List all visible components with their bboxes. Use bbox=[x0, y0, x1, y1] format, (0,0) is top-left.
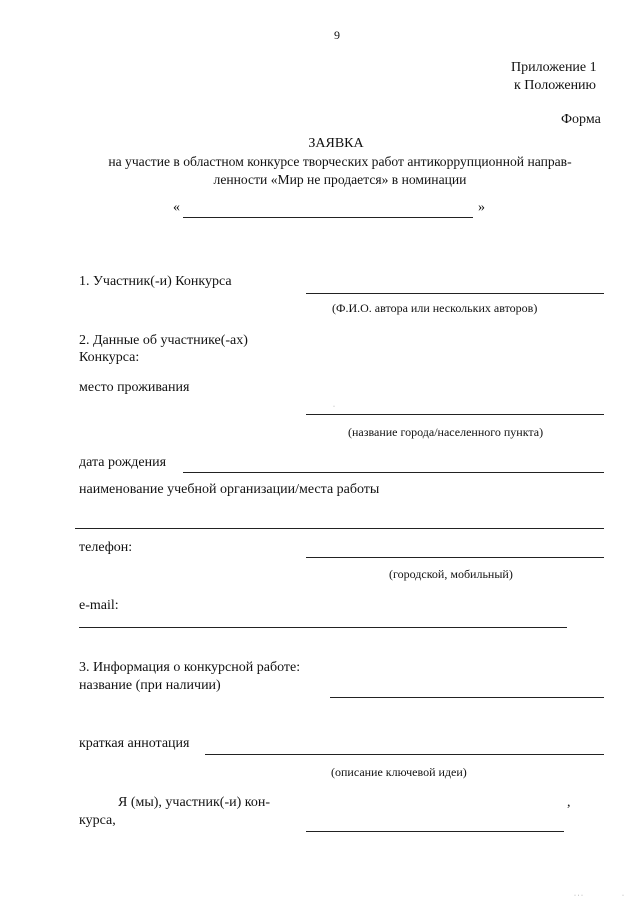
residence-caption: (название города/населенного пункта) bbox=[348, 425, 544, 439]
email-field[interactable] bbox=[79, 627, 567, 628]
participant-data-heading-line-2: Конкурса: bbox=[79, 350, 140, 365]
nomination-field[interactable] bbox=[183, 217, 473, 218]
consent-line-2: курса, bbox=[79, 813, 116, 828]
residence-label: место проживания bbox=[79, 380, 190, 395]
annotation-caption: (описание ключевой идеи) bbox=[331, 765, 467, 779]
form-subtitle-line-1: на участие в областном конкурсе творческих работ антикоррупционной направ- bbox=[108, 154, 572, 169]
appendix-line-2: к Положению bbox=[514, 78, 597, 93]
appendix-line-1: Приложение 1 bbox=[511, 60, 597, 75]
scan-speck: · · · bbox=[574, 893, 583, 899]
phone-field[interactable] bbox=[306, 557, 604, 558]
birthdate-label: дата рождения bbox=[79, 455, 167, 470]
annotation-label: краткая аннотация bbox=[79, 736, 190, 751]
email-label: e-mail: bbox=[79, 598, 119, 613]
nomination-close-quote: » bbox=[478, 200, 485, 215]
organization-label: наименование учебной организации/места работы bbox=[79, 482, 380, 497]
phone-label: телефон: bbox=[79, 540, 133, 555]
form-label: Форма bbox=[561, 112, 601, 127]
residence-field[interactable] bbox=[306, 414, 604, 415]
form-subtitle-line-2: ленности «Мир не продается» в номинации bbox=[213, 172, 467, 187]
page-number: 9 bbox=[334, 28, 340, 42]
participant-data-heading-line-1: 2. Данные об участнике(-ах) bbox=[79, 333, 248, 348]
phone-caption: (городской, мобильный) bbox=[389, 567, 513, 581]
scan-speck: · bbox=[622, 893, 624, 899]
nomination-open-quote: « bbox=[173, 200, 180, 215]
work-name-label: название (при наличии) bbox=[79, 678, 221, 693]
scan-speck: · bbox=[333, 404, 335, 410]
participants-label: 1. Участник(-и) Конкурса bbox=[79, 274, 232, 289]
annotation-field[interactable] bbox=[205, 754, 604, 755]
participants-caption: (Ф.И.О. автора или нескольких авторов) bbox=[332, 301, 538, 315]
consent-comma: , bbox=[567, 795, 571, 810]
form-title: ЗАЯВКА bbox=[308, 136, 364, 151]
consent-line-1: Я (мы), участник(-и) кон- bbox=[118, 795, 271, 810]
birthdate-field[interactable] bbox=[183, 472, 604, 473]
work-info-heading: 3. Информация о конкурсной работе: bbox=[79, 660, 301, 675]
work-name-field[interactable] bbox=[330, 697, 604, 698]
consent-field[interactable] bbox=[306, 831, 564, 832]
participants-field[interactable] bbox=[306, 293, 604, 294]
organization-field[interactable] bbox=[75, 528, 604, 529]
